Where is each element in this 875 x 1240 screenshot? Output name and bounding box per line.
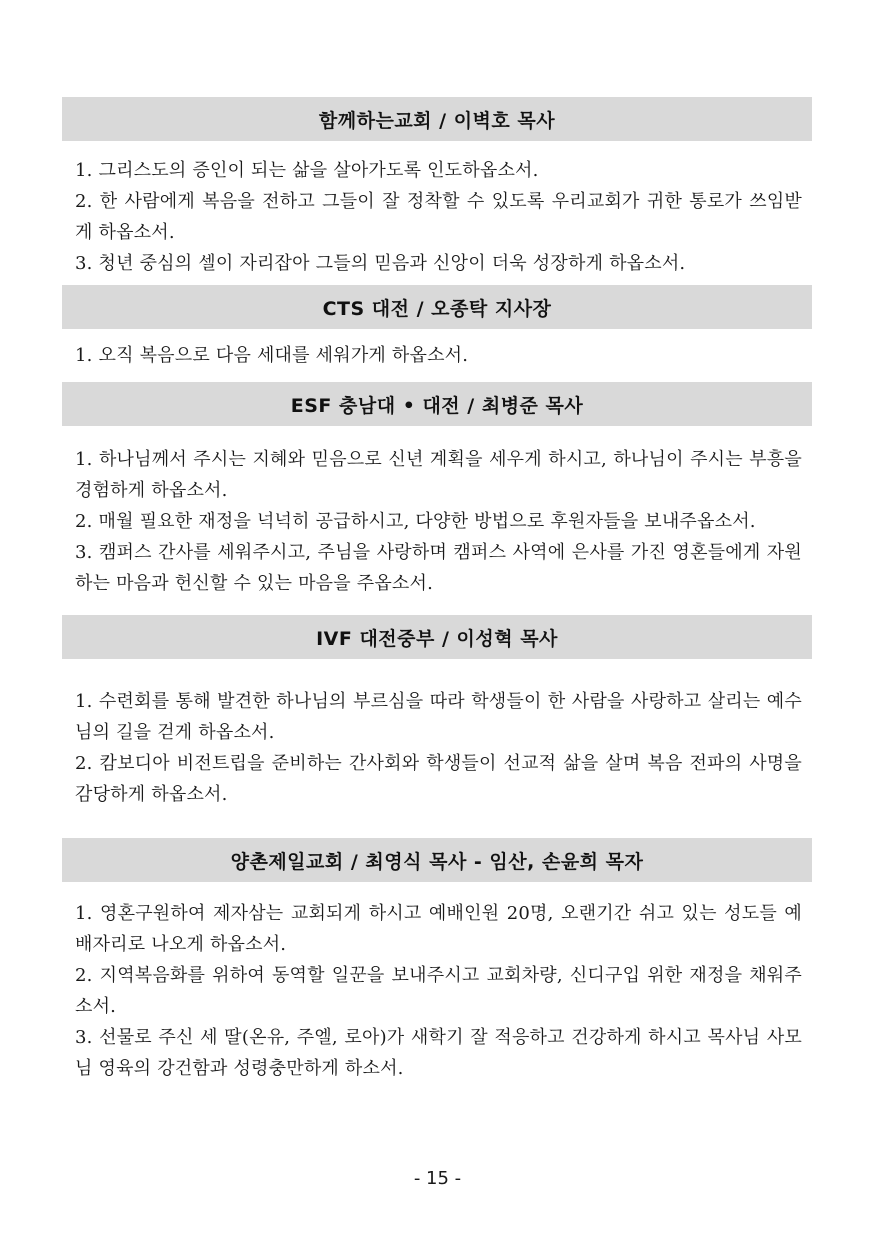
section-header: IVF 대전중부 / 이성혁 목사 <box>62 615 812 659</box>
section-header: 양촌제일교회 / 최영식 목사 - 임산, 손윤희 목자 <box>62 838 812 882</box>
prayer-item: 2. 캄보디아 비전트립을 준비하는 간사회와 학생들이 선교적 삶을 살며 복음 전파의 사명을 감당하게 하옵소서. <box>75 753 802 805</box>
section-body <box>75 155 802 279</box>
section-body <box>75 444 802 599</box>
prayer-item: 1. 하나님께서 주시는 지혜와 믿음으로 신년 계획을 세우게 하시고, 하나님이 주시는 부흥을 경험하게 하옵소서. <box>75 449 802 501</box>
prayer-item: 2. 지역복음화를 위하여 동역할 일꾼을 보내주시고 교회차량, 신디구입 위한 재정을 채워주소서. <box>75 965 802 1017</box>
section-body <box>75 686 802 810</box>
prayer-item: 2. 한 사람에게 복음을 전하고 그들이 잘 정착할 수 있도록 우리교회가 귀한 통로가 쓰임받게 하옵소서. <box>75 191 802 243</box>
prayer-item: 1. 영혼구원하여 제자삼는 교회되게 하시고 예배인원 20명, 오랜기간 쉬고 있는 성도들 예배자리로 나오게 하옵소서. <box>75 903 802 955</box>
prayer-item: 3. 청년 중심의 셀이 자리잡아 그들의 믿음과 신앙이 더욱 성장하게 하옵소서. <box>75 253 686 274</box>
prayer-item: 1. 수련회를 통해 발견한 하나님의 부르심을 따라 학생들이 한 사람을 사랑하고 살리는 예수님의 길을 걷게 하옵소서. <box>75 691 802 743</box>
prayer-item: 3. 캠퍼스 간사를 세워주시고, 주님을 사랑하며 캠퍼스 사역에 은사를 가진 영혼들에게 자원하는 마음과 헌신할 수 있는 마음을 주옵소서. <box>75 542 802 594</box>
prayer-item: 3. 선물로 주신 세 딸(온유, 주엘, 로아)가 새학기 잘 적응하고 건강하게 하시고 목사님 사모님 영육의 강건함과 성령충만하게 하소서. <box>75 1027 802 1079</box>
section-body <box>75 898 802 1084</box>
section-header: ESF 충남대 • 대전 / 최병준 목사 <box>62 382 812 426</box>
section-header: 함께하는교회 / 이벽호 목사 <box>62 97 812 141</box>
section-body <box>75 340 802 371</box>
section-header: CTS 대전 / 오종탁 지사장 <box>62 285 812 329</box>
prayer-item: 2. 매월 필요한 재정을 넉넉히 공급하시고, 다양한 방법으로 후원자들을 보내주옵소서. <box>75 511 756 532</box>
page-number: - 15 - <box>413 1168 462 1189</box>
prayer-item: 1. 오직 복음으로 다음 세대를 세워가게 하옵소서. <box>75 345 469 366</box>
prayer-item: 1. 그리스도의 증인이 되는 삶을 살아가도록 인도하옵소서. <box>75 160 539 181</box>
